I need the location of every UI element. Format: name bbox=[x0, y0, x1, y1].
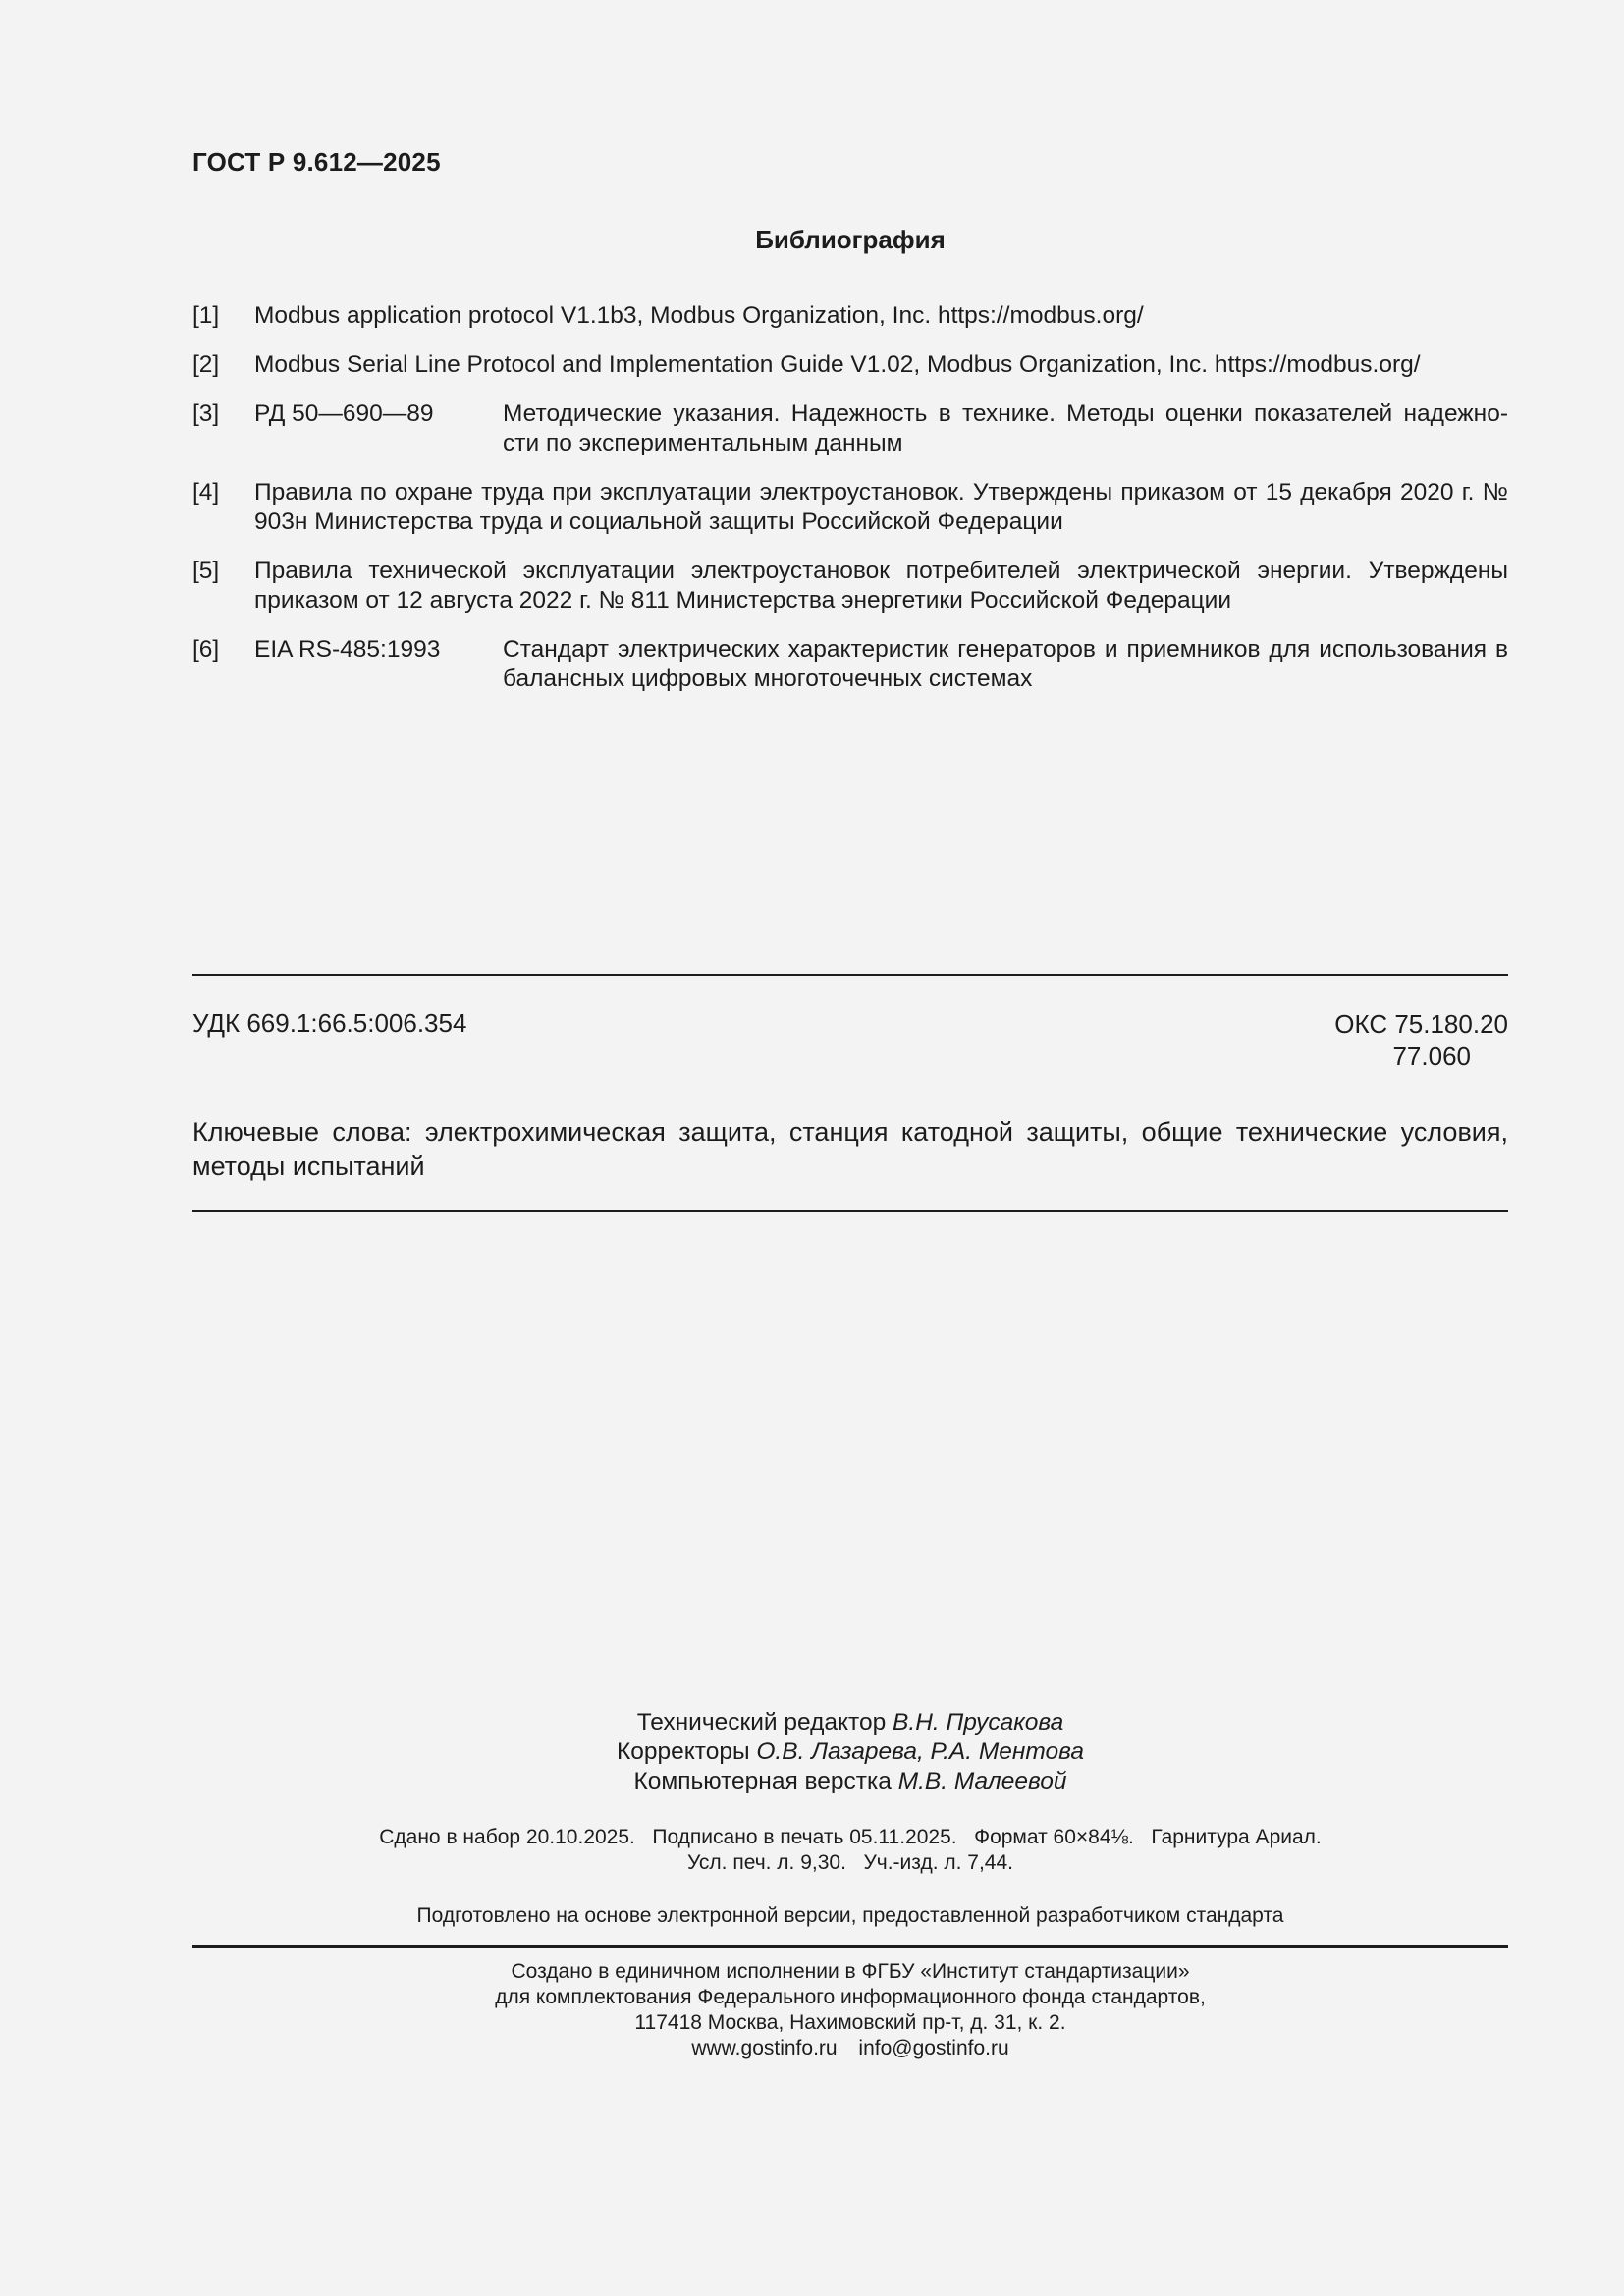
divider-bottom bbox=[192, 1210, 1508, 1212]
print-info-line-2: Усл. печ. л. 9,30. Уч.-изд. л. 7,44. bbox=[686, 1851, 1013, 1874]
tech-editor-label: Технический редактор bbox=[636, 1709, 887, 1735]
item-number: [3] bbox=[192, 400, 220, 427]
bibliography-item bbox=[192, 557, 1508, 615]
email-link[interactable]: info@gostinfo.ru bbox=[858, 2037, 1009, 2059]
correctors-line bbox=[192, 1737, 1508, 1767]
item-text: Modbus application protocol V1.1b3, Modbus Organization, Inc. https://modbus.org/ bbox=[254, 302, 1144, 329]
item-text: Правила по охране труда при эксплуатации электроустановок. Утверждены приказом от 15 декабря 2020 г. № 903н Министерства труда и социальной защиты Российской Федерации bbox=[254, 479, 1508, 535]
layout-line bbox=[192, 1767, 1508, 1796]
bibliography-item bbox=[192, 350, 1508, 380]
prepared-note: Подготовлено на основе электронной версии, предоставленной разработчиком стандарта bbox=[416, 1904, 1284, 1927]
item-text: Методические указания. Надежность в технике. Методы оценки показателей надежно-сти по экспериментальным данным bbox=[503, 400, 1508, 456]
publisher-links bbox=[192, 2036, 1508, 2061]
document-code: ГОСТ Р 9.612—2025 bbox=[192, 147, 441, 177]
item-number: [1] bbox=[192, 302, 220, 329]
item-number: [2] bbox=[192, 351, 220, 378]
tech-editor-name: В.Н. Прусакова bbox=[893, 1709, 1064, 1735]
item-number: [5] bbox=[192, 558, 220, 584]
layout-name: М.В. Малеевой bbox=[897, 1768, 1067, 1794]
udk-code: УДК 669.1:66.5:006.354 bbox=[192, 1008, 467, 1038]
oks-line-1: ОКС 75.180.20 bbox=[1334, 1009, 1508, 1039]
layout-label: Компьютерная верстка bbox=[633, 1768, 892, 1794]
oks-line-2: 77.060 bbox=[1392, 1041, 1471, 1071]
bibliography-item bbox=[192, 635, 1508, 694]
publisher-info bbox=[192, 1959, 1508, 2061]
item-code: РД 50—690—89 bbox=[254, 400, 434, 427]
bibliography-item bbox=[192, 301, 1508, 331]
item-number: [6] bbox=[192, 636, 220, 663]
correctors-label: Корректоры bbox=[616, 1738, 750, 1765]
print-info-line-1: Сдано в набор 20.10.2025. Подписано в печать 05.11.2025. Формат 60×84⅛. Гарнитура Ариал. bbox=[379, 1826, 1322, 1848]
item-text: Modbus Serial Line Protocol and Implementation Guide V1.02, Modbus Organization, Inc. https://modbus.org/ bbox=[254, 351, 1421, 378]
correctors-names: О.В. Лазарева, Р.А. Ментова bbox=[756, 1738, 1084, 1765]
item-code: EIA RS-485:1993 bbox=[254, 636, 441, 663]
credits bbox=[192, 1708, 1508, 1796]
website-link[interactable]: www.gostinfo.ru bbox=[691, 2037, 838, 2059]
bibliography-list bbox=[192, 301, 1508, 714]
divider-top bbox=[192, 974, 1508, 976]
bibliography-title: Библиография bbox=[755, 225, 946, 254]
print-info bbox=[192, 1825, 1508, 1876]
tech-editor-line bbox=[192, 1708, 1508, 1737]
document-page bbox=[192, 0, 1508, 2296]
item-number: [4] bbox=[192, 479, 220, 506]
item-text: Стандарт электрических характеристик генераторов и приемников для использования в балансных цифровых многоточечных системах bbox=[503, 636, 1508, 692]
item-text: Правила технической эксплуатации электроустановок потребителей электрической энергии. Утверждены приказом от 12 августа 2022 г. № 811 Министерства энергетики Российской Федерации bbox=[254, 558, 1508, 614]
bibliography-item bbox=[192, 478, 1508, 537]
keywords: Ключевые слова: электрохимическая защита, станция катодной защиты, общие технические условия, методы испытаний bbox=[192, 1117, 1508, 1181]
bibliography-item bbox=[192, 400, 1508, 458]
publisher-line-2: для комплектования Федерального информационного фонда стандартов, bbox=[495, 1986, 1206, 2008]
oks-code bbox=[1334, 1008, 1508, 1073]
divider-footer bbox=[192, 1945, 1508, 1948]
publisher-address: 117418 Москва, Нахимовский пр-т, д. 31, к. 2. bbox=[634, 2011, 1066, 2034]
publisher-line-1: Создано в единичном исполнении в ФГБУ «Институт стандартизации» bbox=[511, 1960, 1190, 1983]
